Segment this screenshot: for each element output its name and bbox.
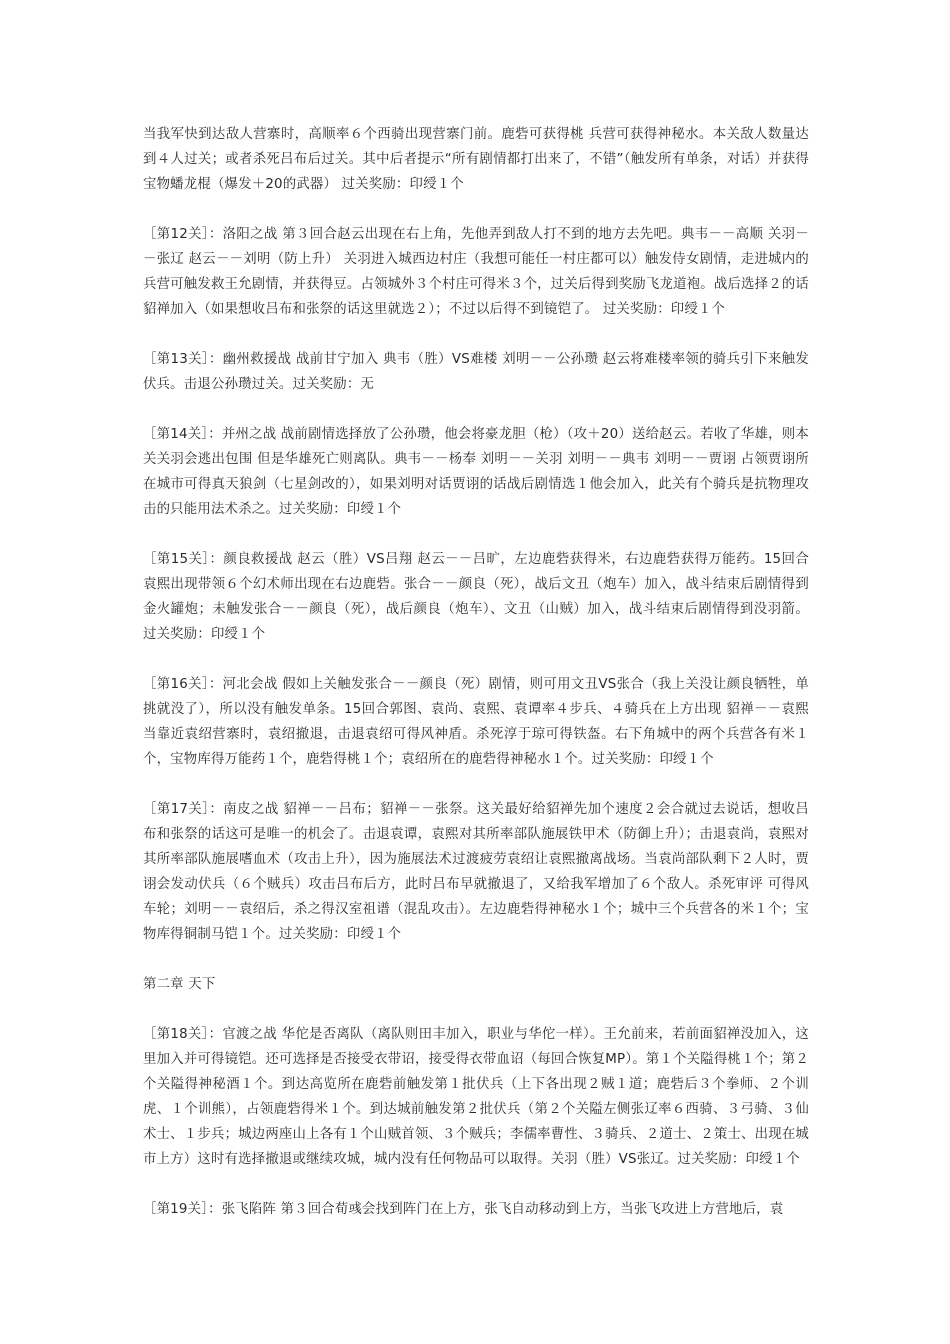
paragraph-level-17: ［第17关］：南皮之战 貂禅－－吕布；貂禅－－张祭。这关最好给貂禅先加个速度２会合就过去说话，想收吕布和张祭的话这可是唯一的机会了。击退袁谭，袁熙对其所率部队施展铁甲术（防御上升）；击退袁尚，袁熙对其所率部队施展嗜血术（攻击上升），因为施展法术过渡疲劳袁绍让袁熙撤离战场。当袁尚部队剩下２人时，贾诩会发动伏兵（６个贼兵）攻击吕布后方，此时吕布早就撤退了，又给我军增加了６个敌人。杀死审评 可得风车轮；刘明－－袁绍后，杀之得汉室祖谱（混乱攻击）。左边鹿砦得神秘水１个；城中三个兵营各的米１个；宝物库得铜制马铠１个。过关奖励：印绶１个 — [143, 802, 809, 942]
paragraph-level-18: ［第18关］：官渡之战 华佗是否离队（离队则田丰加入，职业与华佗一样）。王允前来，若前面貂禅没加入，这里加入并可得镜铠。还可选择是否接受衣带诏，接受得衣带血诏（每回合恢复MP）。第１个关隘得桃１个；第２个关隘得神秘酒１个。到达高览所在鹿砦前触发第１批伏兵（上下各出现２贼１道；鹿砦后３个拳师、２个训虎、１个训熊），占领鹿砦得米１个。到达城前触发第２批伏兵（第２个关隘左侧张辽率６西骑、３弓骑、３仙术士、１步兵；城边两座山上各有１个山贼首领、３个贼兵；李儒率曹性、３骑兵、２道士、２策士、出现在城市上方）这时有选择撤退或继续攻城，城内没有任何物品可以取得。关羽（胜）VS张辽。过关奖励：印绶１个 — [143, 1027, 809, 1167]
paragraph-level-15: ［第15关］：颜良救援战 赵云（胜）VS吕翔 赵云－－吕旷，左边鹿砦获得米，右边鹿砦获得万能药。15回合袁熙出现带领６个幻术师出现在右边鹿砦。张合－－颜良（死），战后文丑（炮车）加入，战斗结束后剧情得到金火罐炮；未触发张合－－颜良（死），战后颜良（炮车）、文丑（山贼）加入，战斗结束后剧情得到没羽箭。 过关奖励：印绶１个 — [143, 552, 809, 642]
paragraph-level-13: ［第13关］：幽州救援战 战前甘宁加入 典韦（胜）VS难楼 刘明－－公孙瓒 赵云将难楼率领的骑兵引下来触发伏兵。击退公孙瓒过关。过关奖励：无 — [143, 352, 809, 392]
paragraph-level-14: ［第14关］：并州之战 战前剧情选择放了公孙瓒，他会将豪龙胆（枪）（攻＋20）送给赵云。若收了华雄，则本关关羽会逃出包围 但是华雄死亡则离队。典韦－－杨奉 刘明－－关羽 刘明－－典韦 刘明－－贾诩 占领贾诩所在城市可得真天狼剑（七星剑改的），如果刘明对话贾诩的话战后剧情选１他会加入，此关有个骑兵是抗物理攻击的只能用法术杀之。过关奖励：印绶１个 — [143, 427, 809, 517]
paragraph-level-12: ［第12关］：洛阳之战 第３回合赵云出现在右上角，先他弄到敌人打不到的地方去先吧。典韦－－高顺 关羽－－张辽 赵云－－刘明（防上升） 关羽进入城西边村庄（我想可能任一村庄都可以）触发侍女剧情，走进城内的兵营可触发救王允剧情，并获得豆。占领城外３个村庄可得米３个，过关后得到奖励飞龙道袍。战后选择２的话貂禅加入（如果想收吕布和张祭的话这里就选２）；不过以后得不到镜铠了。 过关奖励：印绶１个 — [143, 227, 809, 317]
paragraph-level-16: ［第16关］：河北会战 假如上关触发张合－－颜良（死）剧情，则可用文丑VS张合（我上关没让颜良牺牲，单挑就没了），所以没有触发单条。15回合郭图、袁尚、袁熙、袁谭率４步兵、４骑兵在上方出现 貂禅－－袁熙 当靠近袁绍营寨时，袁绍撤退，击退袁绍可得风神盾。杀死淳于琼可得铁盔。右下角城中的两个兵营各有米１个，宝物库得万能药１个，鹿砦得桃１个；袁绍所在的鹿砦得神秘水１个。过关奖励：印绶１个 — [143, 677, 809, 767]
paragraph-intro: 当我军快到达敌人营寨时，高顺率６个西骑出现营寨门前。鹿砦可获得桃 兵营可获得神秘水。本关敌人数量达到４人过关；或者杀死吕布后过关。其中后者提示“所有剧情都打出来了，不错”（触发所有单条，对话）并获得宝物蟠龙棍（爆发＋20的武器） 过关奖励：印绶１个 — [143, 127, 809, 192]
chapter-title: 第二章 天下 — [143, 977, 216, 992]
paragraph-level-19: ［第19关］：张飞陷阵 第３回合荀彧会找到阵门在上方，张飞自动移动到上方，当张飞攻进上方营地后，袁 — [143, 1202, 784, 1217]
document-body — [143, 122, 809, 1247]
